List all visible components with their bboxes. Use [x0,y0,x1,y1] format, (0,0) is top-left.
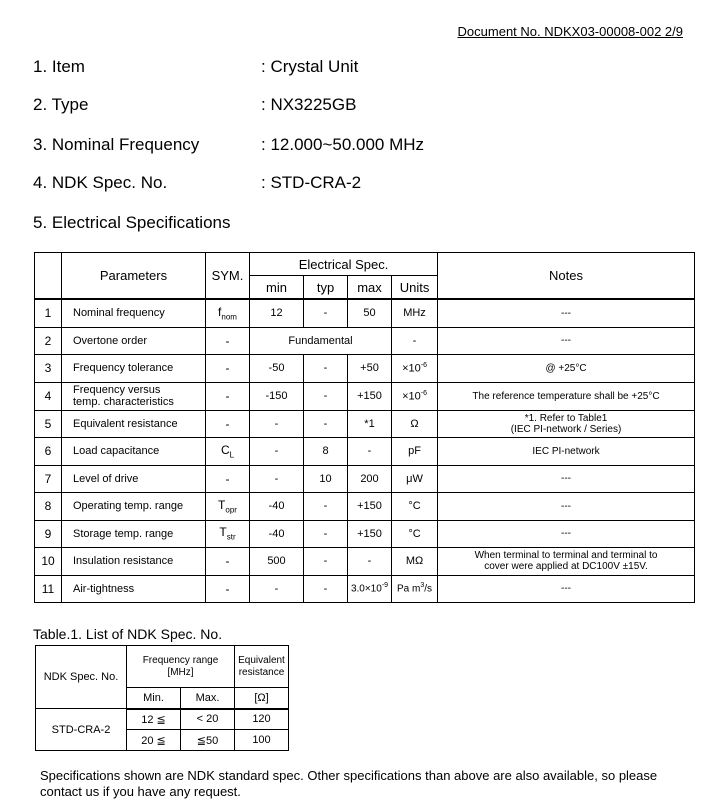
row-max: 200 [348,465,392,492]
row-units [392,575,438,602]
row-max [348,575,392,602]
row-notes: --- [438,575,695,602]
row-max: 50 [348,299,392,327]
units-sup: 3 [420,582,425,590]
row-notes: The reference temperature shall be +25°C [438,382,695,410]
table-row [35,410,695,437]
item-3-value: : 12.000~50.000 MHz [261,135,425,154]
row-units [392,354,438,382]
row-max: +150 [348,382,392,410]
units-tail: /s [424,583,433,595]
row-parameter: Storage temp. range [62,520,206,547]
symbol-sub: str [226,532,236,542]
header-typ: typ [304,276,348,300]
row-typ: - [304,299,348,327]
t1-max: ≦50 [181,730,235,751]
row-units [392,382,438,410]
row-units: °C [392,492,438,520]
freq-line-2: [MHz] [167,666,194,678]
row-number: 7 [35,465,62,492]
table-row [35,299,695,327]
row-symbol: - [206,354,250,382]
row-units: °C [392,520,438,547]
row-units: MΩ [392,547,438,575]
row-symbol: - [206,410,250,437]
header-no [35,253,62,300]
row-typ: - [304,382,348,410]
header-min: min [250,276,304,300]
item-5-label: 5. Electrical Specifications [33,213,231,232]
row-number: 9 [35,520,62,547]
footnote: Specifications shown are NDK standard spec. Other specifications than above are also available, so please contact us if you have any request. [40,768,658,799]
units-base: ×10 [402,390,421,403]
row-min: -150 [250,382,304,410]
row-min: 12 [250,299,304,327]
row-notes [438,410,695,437]
row-min: - [250,465,304,492]
note-line-1: *1. Refer to Table1 [524,412,608,424]
table1-caption: Table.1. List of NDK Spec. No. [33,626,223,642]
table-row [35,492,695,520]
row-number: 6 [35,437,62,465]
header-parameters: Parameters [62,253,206,300]
header-max: max [348,276,392,300]
res-line-2: resistance [238,666,285,678]
note-line-2: (IEC PI-network / Series) [510,423,622,435]
table-row [35,547,695,575]
row-typ: - [304,410,348,437]
table1-ndk-spec-list [35,645,289,751]
symbol-sub: nom [221,312,237,322]
row-symbol: - [206,327,250,354]
row-parameter: Air-tightness [62,575,206,602]
row-typ: 10 [304,465,348,492]
symbol-base: T [219,525,227,540]
row-min: -50 [250,354,304,382]
t1-header-resistance [235,646,289,688]
row-typ: - [304,575,348,602]
item-4-value: : STD-CRA-2 [261,173,362,192]
item-2-value: : NX3225GB [261,95,357,114]
row-parameter: Insulation resistance [62,547,206,575]
t1-min: 12 ≦ [127,709,181,730]
item-3-label: 3. Nominal Frequency [33,135,200,154]
row-number: 1 [35,299,62,327]
row-notes: IEC PI-network [438,437,695,465]
row-units: μW [392,465,438,492]
table-row [35,575,695,602]
units-base: Pa m [397,583,421,595]
symbol-base: f [218,305,222,320]
row-units: pF [392,437,438,465]
row-min: -40 [250,520,304,547]
row-parameter [62,382,206,410]
table-row [35,465,695,492]
row-units: Ω [392,410,438,437]
param-line-1: Frequency versus [73,384,161,396]
note-line-2: cover were applied at DC100V ±15V. [484,561,648,572]
row-number: 4 [35,382,62,410]
t1-header-ohm: [Ω] [235,688,289,709]
row-number: 5 [35,410,62,437]
row-max: +150 [348,520,392,547]
max-sup: -9 [381,582,389,590]
row-symbol: - [206,465,250,492]
row-notes: --- [438,327,695,354]
row-symbol [206,520,250,547]
row-parameter: Level of drive [62,465,206,492]
row-symbol: - [206,547,250,575]
t1-header-frequency [127,646,235,688]
symbol-base: C [220,442,230,457]
row-min: - [250,575,304,602]
row-symbol [206,492,250,520]
t1-max: < 20 [181,709,235,730]
units-sup: -6 [420,361,427,369]
t1-header-max: Max. [181,688,235,709]
row-typ: 8 [304,437,348,465]
item-4-label: 4. NDK Spec. No. [33,173,168,192]
row-symbol [206,437,250,465]
max-base: 3.0×10 [350,583,382,595]
item-2-label: 2. Type [33,95,89,114]
row-max: *1 [348,410,392,437]
t1-spec-no: STD-CRA-2 [36,709,127,751]
row-notes [438,547,695,575]
row-max: +50 [348,354,392,382]
row-max: - [348,547,392,575]
item-1-label: 1. Item [33,57,85,76]
table-row [35,382,695,410]
units-base: ×10 [402,362,421,375]
row-parameter: Nominal frequency [62,299,206,327]
header-sym: SYM. [206,253,250,300]
item-1-value: : Crystal Unit [261,57,359,76]
t1-header-min: Min. [127,688,181,709]
row-parameter: Frequency tolerance [62,354,206,382]
table-row [36,709,289,730]
row-notes: @ +25°C [438,354,695,382]
row-max: - [348,437,392,465]
header-notes: Notes [438,253,695,300]
header-electrical-spec: Electrical Spec. [250,253,438,276]
symbol-base: T [218,497,226,512]
row-number: 8 [35,492,62,520]
row-min: -40 [250,492,304,520]
row-typ: - [304,520,348,547]
row-span-value: Fundamental [250,327,392,354]
row-number: 3 [35,354,62,382]
row-parameter: Operating temp. range [62,492,206,520]
row-number: 2 [35,327,62,354]
note-line-1: When terminal to terminal and terminal to [474,550,658,561]
table-row [35,327,695,354]
row-number: 11 [35,575,62,602]
document-number: Document No. NDKX03-00008-002 2/9 [457,24,683,39]
table-row [35,520,695,547]
header-units: Units [392,276,438,300]
row-units: MHz [392,299,438,327]
row-min: - [250,437,304,465]
param-line-2: temp. characteristics [73,396,174,408]
row-notes: --- [438,465,695,492]
freq-line-1: Frequency range [142,654,219,666]
row-number: 10 [35,547,62,575]
row-parameter: Load capacitance [62,437,206,465]
row-typ: - [304,354,348,382]
t1-min: 20 ≦ [127,730,181,751]
row-symbol [206,299,250,327]
t1-res: 120 [235,709,289,730]
row-notes: --- [438,299,695,327]
row-min: - [250,410,304,437]
row-units: - [392,327,438,354]
row-max: +150 [348,492,392,520]
res-line-1: Equivalent [238,654,285,666]
symbol-sub: opr [225,505,237,515]
symbol-sub: L [229,450,235,460]
row-symbol: - [206,382,250,410]
row-typ: - [304,492,348,520]
t1-header-spec: NDK Spec. No. [36,646,127,709]
t1-res: 100 [235,730,289,751]
row-symbol: - [206,575,250,602]
row-typ: - [304,547,348,575]
row-notes: --- [438,520,695,547]
row-parameter: Equivalent resistance [62,410,206,437]
units-sup: -6 [420,389,427,397]
table-row [35,437,695,465]
row-min: 500 [250,547,304,575]
table-row [35,354,695,382]
electrical-spec-table [34,252,695,603]
row-parameter: Overtone order [62,327,206,354]
row-notes: --- [438,492,695,520]
